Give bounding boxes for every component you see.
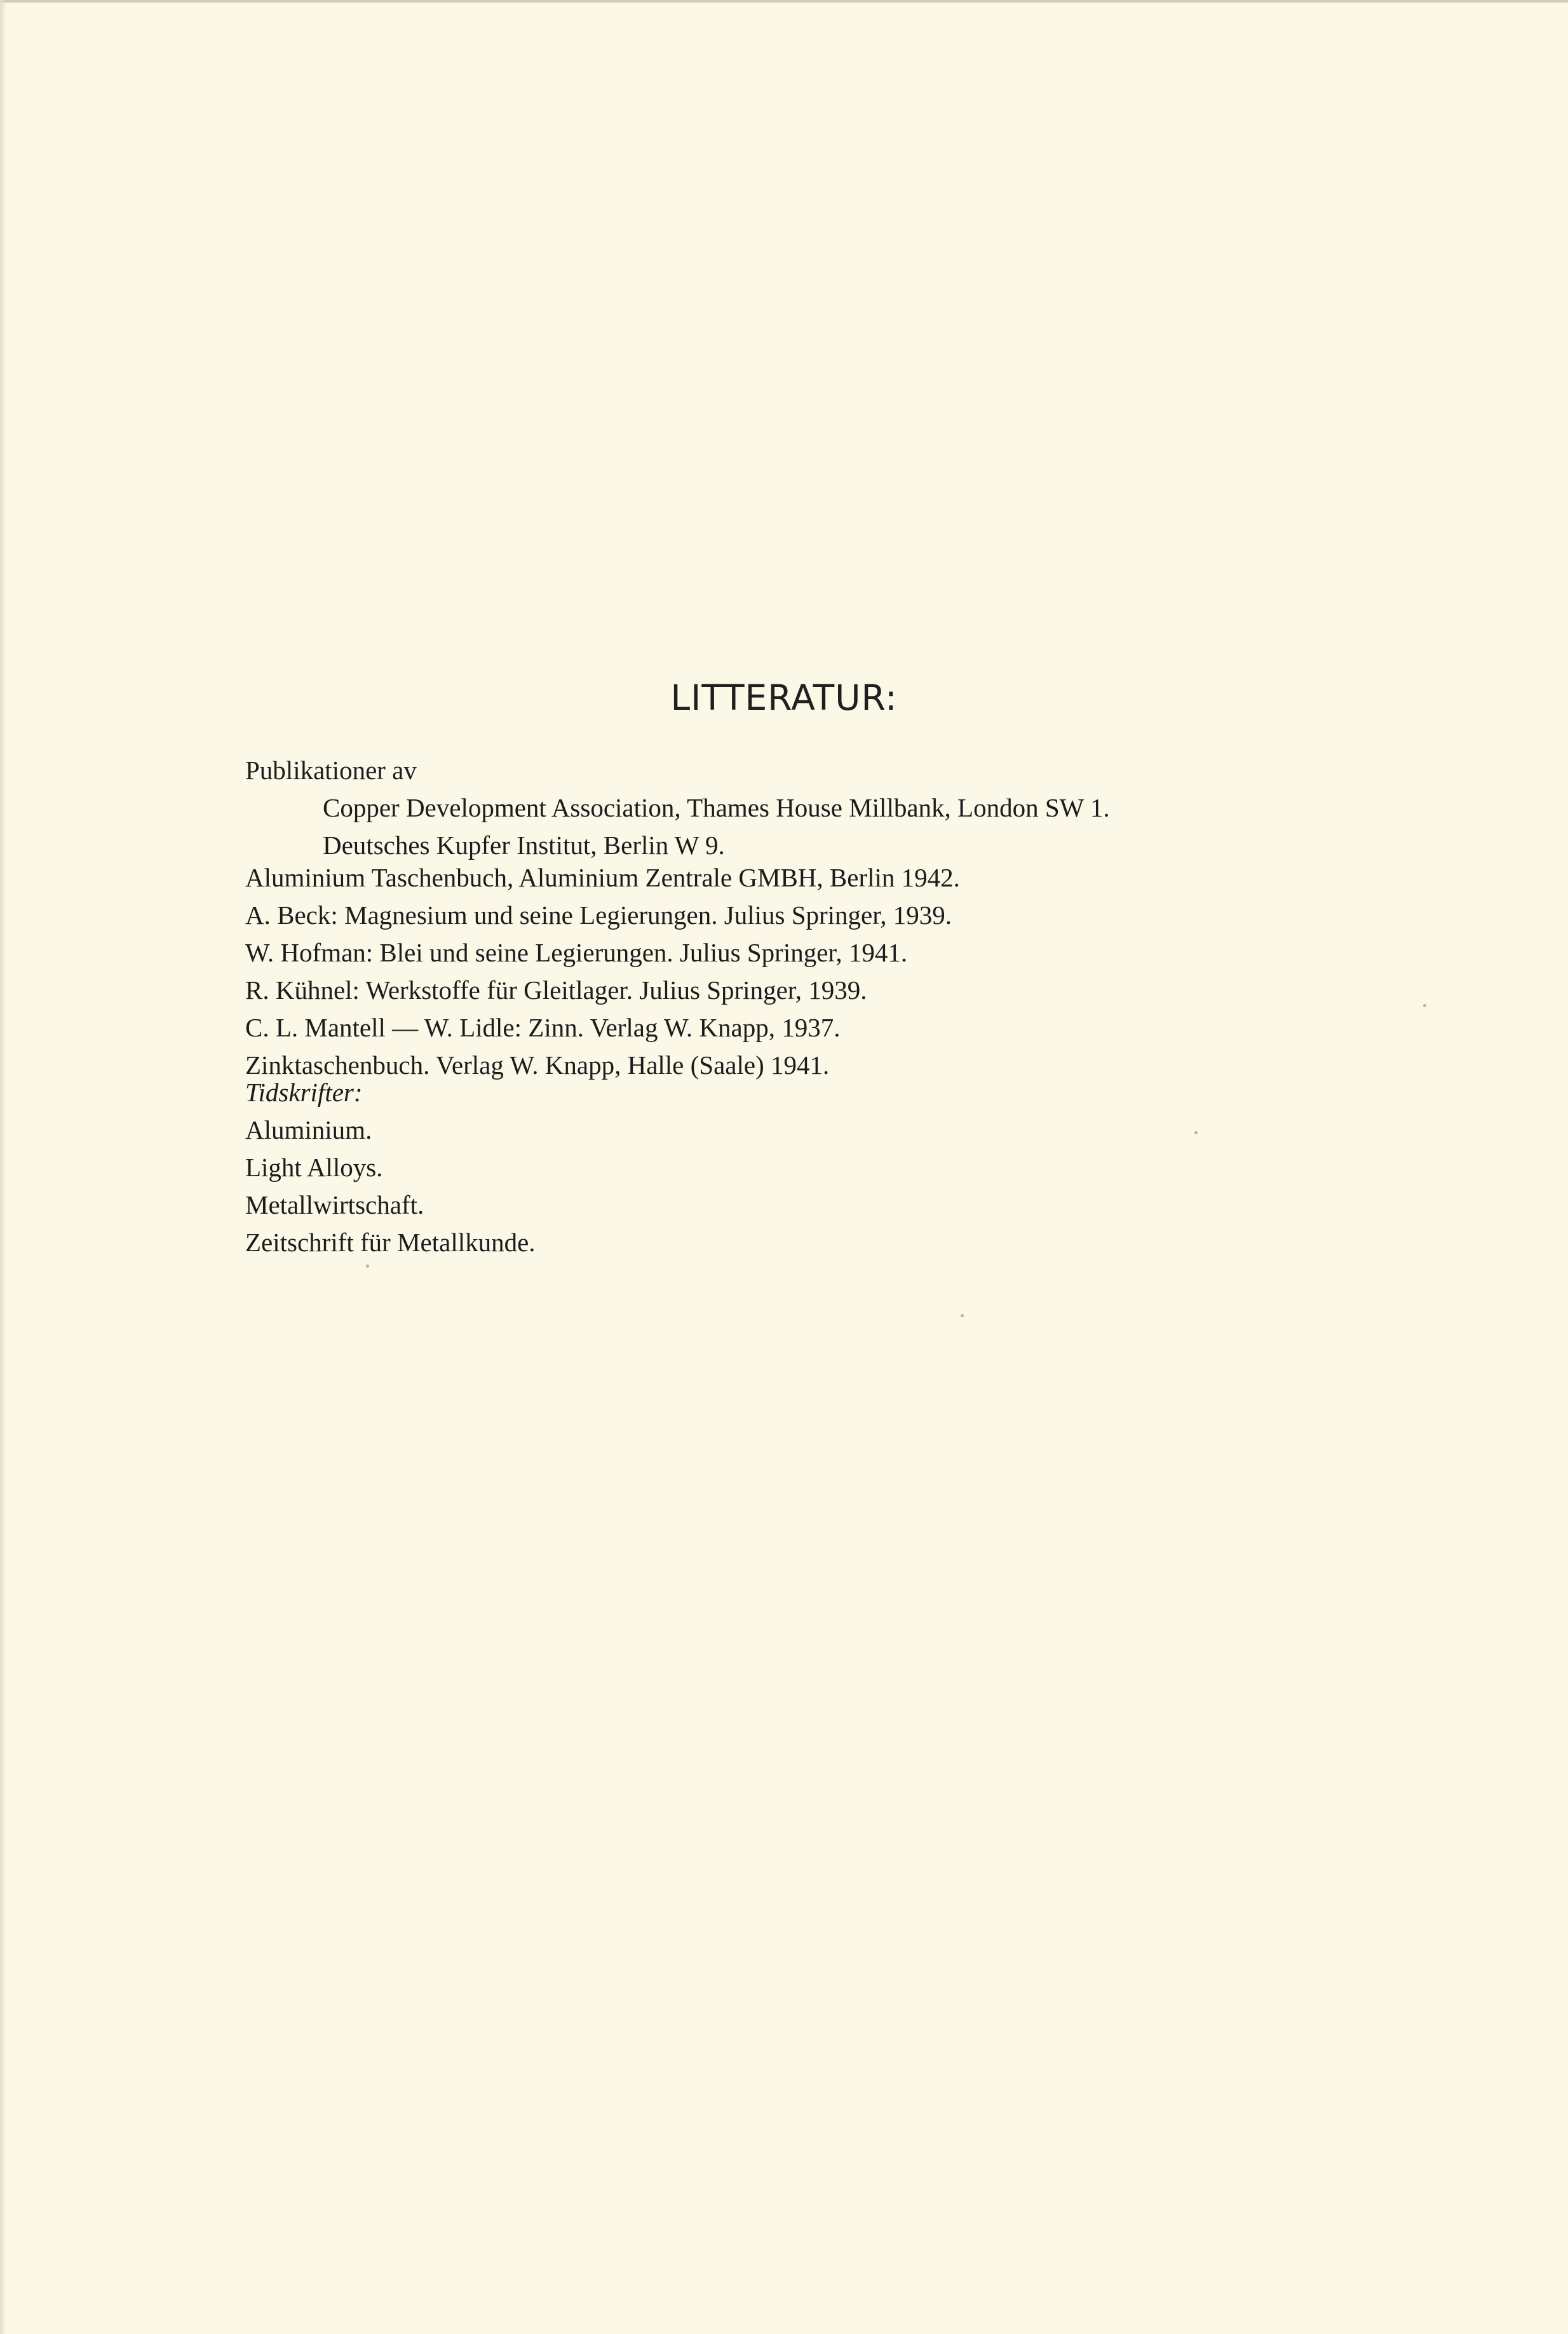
top-edge-rule — [0, 0, 1568, 3]
book-entry: R. Kühnel: Werkstoffe für Gleitlager. Julius Springer, 1939. — [245, 975, 867, 1005]
journal-item: Aluminium. — [245, 1115, 372, 1144]
paper-speck — [366, 1265, 369, 1268]
publication-item: Copper Development Association, Thames House Millbank, London SW 1. — [323, 793, 1110, 822]
books-list — [245, 859, 960, 1084]
journal-item: Zeitschrift für Metallkunde. — [245, 1228, 536, 1257]
publications-intro: Publikationer av — [245, 756, 417, 785]
journals-section — [245, 1074, 536, 1261]
paper-speck — [1423, 1004, 1426, 1007]
journals-title: Tidskrifter: — [245, 1078, 363, 1107]
book-entry: C. L. Mantell — W. Lidle: Zinn. Verlag W. Knapp, 1937. — [245, 1013, 841, 1042]
paper-speck — [1194, 1131, 1198, 1134]
page-heading: LITTERATUR: — [670, 677, 898, 718]
book-entry: Zinktaschenbuch. Verlag W. Knapp, Halle (Saale) 1941. — [245, 1050, 830, 1080]
book-entry: Aluminium Taschenbuch, Aluminium Zentrale GMBH, Berlin 1942. — [245, 863, 960, 892]
book-entry: W. Hofman: Blei und seine Legierungen. Julius Springer, 1941. — [245, 938, 908, 967]
journal-item: Metallwirtschaft. — [245, 1190, 424, 1219]
paper-speck — [961, 1314, 964, 1317]
journal-item: Light Alloys. — [245, 1153, 383, 1182]
book-entry: A. Beck: Magnesium und seine Legierungen. Julius Springer, 1939. — [245, 900, 952, 930]
publication-item: Deutsches Kupfer Institut, Berlin W 9. — [323, 831, 725, 860]
publications-section — [245, 752, 1110, 864]
page-left-edge — [0, 0, 6, 2334]
